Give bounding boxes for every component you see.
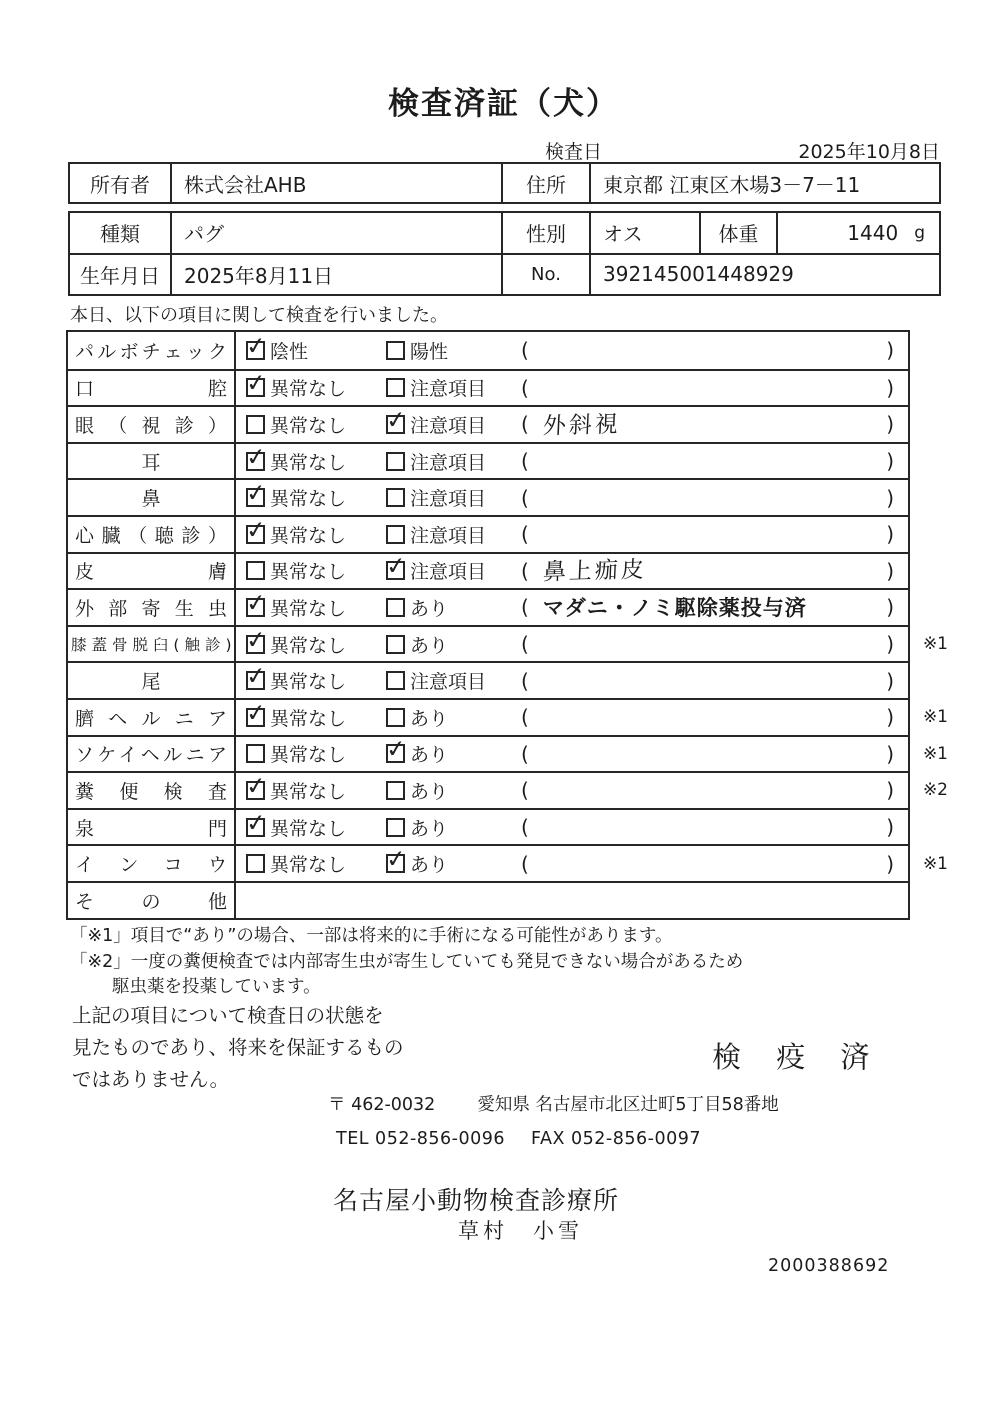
paren-close: ): [886, 338, 894, 363]
option-2-group: [386, 850, 521, 877]
checkbox-option-2: [386, 744, 405, 763]
paren-open: (: [521, 815, 529, 840]
exam-row-content: [236, 700, 908, 735]
exam-row-content: [236, 517, 908, 552]
option-1-group: [246, 374, 386, 401]
exam-item-label: インコウ: [75, 854, 227, 877]
checkbox-option-1: [246, 671, 265, 690]
paren-close: ): [886, 412, 894, 437]
option-1-label: 異常なし: [270, 561, 347, 584]
option-2-group: [386, 667, 521, 694]
checkbox-option-2: [386, 671, 405, 690]
option-1-group: [246, 484, 386, 511]
checkbox-option-2: [386, 635, 405, 654]
option-1-group: [246, 521, 386, 548]
checkbox-option-2: [386, 525, 405, 544]
checkbox-option-1: [246, 415, 265, 434]
clinic-address-line: [328, 1091, 779, 1116]
sex-value: オス: [591, 213, 701, 253]
exam-item-label: 心臓（聴診）: [75, 524, 227, 547]
footnote-2: 「※2」一度の糞便検査では内部寄生虫が寄生していても発見できない場合があるため: [70, 952, 744, 972]
inspection-date-label: 検査日: [545, 141, 603, 163]
option-1-label: 陰性: [270, 340, 309, 363]
paren-close: ): [886, 851, 894, 876]
paren-open: (: [521, 778, 529, 803]
option-2-group: [386, 704, 521, 731]
option-1-group: [246, 814, 386, 841]
checkbox-option-1: [246, 818, 265, 837]
option-2-group: [386, 777, 521, 804]
owner-label: 所有者: [70, 164, 172, 202]
breed-value: パグ: [172, 213, 503, 253]
paren-close: ): [886, 705, 894, 730]
exam-row: [68, 588, 908, 625]
inspection-date-value: 2025年10月8日: [798, 141, 940, 163]
clinic-postal-code: 〒 462-0032: [328, 1095, 436, 1115]
option-2-group: [386, 594, 521, 621]
exam-row-content: [236, 810, 908, 845]
option-2-label: あり: [410, 854, 449, 877]
paren-open: (: [521, 558, 529, 583]
paren-open: (: [521, 522, 529, 547]
exam-item-cell: [68, 773, 236, 808]
exam-item-label: 外部寄生虫: [75, 597, 227, 620]
exam-item-cell: [68, 700, 236, 735]
option-2-label: 注意項目: [410, 414, 487, 437]
exam-item-label: 眼（視診）: [75, 414, 227, 437]
exam-item-label: 耳: [141, 451, 161, 474]
exam-row-content: [236, 371, 908, 406]
owner-table: [68, 162, 941, 204]
checkbox-option-2: [386, 708, 405, 727]
option-2-label: あり: [410, 744, 449, 767]
sex-label: 性別: [503, 213, 591, 253]
exam-row: [68, 698, 948, 735]
exam-row-content: [236, 883, 908, 918]
exam-row-content: [236, 846, 908, 881]
paren-open: (: [521, 338, 529, 363]
exam-item-label: パルボチェック: [75, 340, 227, 363]
option-2-group: [386, 374, 521, 401]
exam-row: [68, 442, 908, 479]
exam-item-cell: [68, 517, 236, 552]
option-2-group: [386, 484, 521, 511]
exam-item-label: ソケイヘルニア: [75, 744, 227, 767]
option-1-label: 異常なし: [270, 671, 347, 694]
exam-item-label: 尾: [141, 671, 161, 694]
weight-unit: g: [914, 222, 925, 243]
option-1-group: [246, 777, 386, 804]
option-1-group: [246, 448, 386, 475]
exam-item-cell: [68, 737, 236, 772]
paren-open: (: [521, 632, 529, 657]
exam-row: [68, 661, 908, 698]
option-1-group: [246, 704, 386, 731]
clinic-phone-line: [336, 1129, 701, 1149]
checkbox-option-1: [246, 525, 265, 544]
option-2-label: 注意項目: [410, 488, 487, 511]
weight-value-cell: [778, 213, 939, 253]
checkbox-option-2: [386, 415, 405, 434]
exam-note: 外斜視: [542, 411, 622, 440]
paren-close: ): [886, 815, 894, 840]
option-2-group: [386, 631, 521, 658]
exam-row-content: [236, 663, 908, 698]
option-2-label: 陽性: [410, 340, 449, 363]
exam-row: [68, 881, 908, 918]
checkbox-option-2: [386, 561, 405, 580]
ref-mark: ※1: [922, 743, 948, 764]
option-2-group: [386, 521, 521, 548]
exam-row: [68, 735, 948, 772]
checkbox-option-2: [386, 341, 405, 360]
exam-item-label: 口腔: [75, 378, 227, 401]
paren-open: (: [521, 449, 529, 474]
paren-close: ): [886, 741, 894, 766]
paren-open: (: [521, 741, 529, 766]
option-2-label: あり: [410, 707, 449, 730]
checkbox-option-2: [386, 854, 405, 873]
exam-item-cell: [68, 444, 236, 479]
option-1-label: 異常なし: [270, 524, 347, 547]
exam-row-content: [236, 737, 908, 772]
exam-row-content: [236, 407, 908, 442]
checkbox-option-2: [386, 378, 405, 397]
checkbox-option-2: [386, 488, 405, 507]
exam-note: 鼻上痂皮: [542, 557, 648, 587]
checkbox-option-2: [386, 818, 405, 837]
owner-row: [70, 164, 939, 202]
birth-row: [70, 253, 939, 295]
exam-item-label: その他: [75, 890, 227, 913]
checkbox-option-1: [246, 452, 265, 471]
serial-number: 2000388692: [768, 1256, 890, 1276]
clinic-tel: TEL 052-856-0096: [336, 1129, 506, 1149]
checkbox-option-1: [246, 635, 265, 654]
exam-row: [68, 332, 908, 369]
paren-open: (: [521, 668, 529, 693]
option-2-label: 注意項目: [410, 561, 487, 584]
option-1-group: [246, 667, 386, 694]
exam-item-cell: [68, 590, 236, 625]
checkbox-option-2: [386, 598, 405, 617]
paren-close: ): [886, 522, 894, 547]
option-2-label: 注意項目: [410, 524, 487, 547]
option-1-group: [246, 740, 386, 767]
option-2-group: [386, 337, 521, 364]
checkbox-option-1: [246, 598, 265, 617]
footnote-2-continued: 駆虫薬を投薬しています。: [112, 977, 321, 997]
exam-item-label: 糞便検査: [75, 780, 227, 803]
exam-item-cell: [68, 627, 236, 662]
birth-label: 生年月日: [70, 255, 172, 295]
paren-open: (: [521, 705, 529, 730]
checkbox-option-1: [246, 488, 265, 507]
option-1-label: 異常なし: [270, 378, 347, 401]
option-1-label: 異常なし: [270, 817, 347, 840]
disclaimer-line-1: 上記の項目について検査日の状態を: [72, 1004, 384, 1027]
option-2-label: あり: [410, 597, 449, 620]
veterinarian-name: 草村 小雪: [458, 1219, 583, 1243]
clinic-fax: FAX 052-856-0097: [531, 1129, 701, 1149]
option-2-label: 注意項目: [410, 671, 487, 694]
exam-row-content: [236, 627, 908, 662]
checkbox-option-1: [246, 744, 265, 763]
option-1-label: 異常なし: [270, 854, 347, 877]
exam-row-content: [236, 590, 908, 625]
checkbox-option-1: [246, 561, 265, 580]
exam-item-label: 鼻: [141, 488, 161, 511]
checkbox-option-1: [246, 854, 265, 873]
option-2-label: あり: [410, 634, 449, 657]
exam-item-cell: [68, 554, 236, 589]
exam-item-cell: [68, 883, 236, 918]
option-2-label: 注意項目: [410, 451, 487, 474]
paren-close: ): [886, 778, 894, 803]
exam-row: [68, 552, 908, 589]
paren-close: ): [886, 449, 894, 474]
exam-item-cell: [68, 480, 236, 515]
exam-row-content: [236, 554, 908, 589]
option-1-group: [246, 557, 386, 584]
address-value: 東京都 江東区木場3－7－11: [603, 172, 861, 197]
option-1-group: [246, 337, 386, 364]
option-2-label: 注意項目: [410, 378, 487, 401]
paren-open: (: [521, 595, 529, 620]
exam-row: [68, 844, 948, 881]
option-1-label: 異常なし: [270, 597, 347, 620]
paren-open: (: [521, 375, 529, 400]
exam-row: [68, 771, 948, 808]
option-1-group: [246, 850, 386, 877]
checkbox-option-1: [246, 708, 265, 727]
disclaimer-line-3: ではありません。: [72, 1068, 230, 1091]
option-2-label: あり: [410, 817, 449, 840]
option-1-label: 異常なし: [270, 780, 347, 803]
exam-row: [68, 515, 908, 552]
option-1-label: 異常なし: [270, 414, 347, 437]
option-2-group: [386, 557, 521, 584]
exam-item-cell: [68, 663, 236, 698]
clinic-name: 名古屋小動物検査診療所: [333, 1186, 620, 1215]
intro-text: 本日、以下の項目に関して検査を行いました。: [70, 305, 448, 326]
footnote-1: 「※1」項目で“あり”の場合、一部は将来的に手術になる可能性があります。: [70, 926, 673, 946]
option-1-label: 異常なし: [270, 451, 347, 474]
ref-mark: ※1: [922, 634, 948, 655]
ref-mark: ※2: [922, 780, 948, 801]
exam-row: [68, 369, 908, 406]
checkbox-option-2: [386, 452, 405, 471]
exam-row: [68, 405, 908, 442]
exam-item-label: 泉門: [75, 817, 227, 840]
exam-row: [68, 478, 908, 515]
detail-table: [68, 211, 941, 296]
ref-mark: ※1: [922, 853, 948, 874]
option-2-group: [386, 814, 521, 841]
option-1-label: 異常なし: [270, 634, 347, 657]
exam-item-cell: [68, 810, 236, 845]
option-2-group: [386, 411, 521, 438]
option-1-group: [246, 411, 386, 438]
exam-item-cell: [68, 407, 236, 442]
breed-label: 種類: [70, 213, 172, 253]
disclaimer-line-2: 見たものであり、将来を保証するもの: [72, 1036, 404, 1059]
weight-label: 体重: [701, 213, 778, 253]
disclaimer: [72, 1000, 404, 1096]
no-label: No.: [503, 255, 591, 295]
paren-close: ): [886, 375, 894, 400]
paren-close: ): [886, 485, 894, 510]
exam-item-label: 皮膚: [75, 561, 227, 584]
option-2-group: [386, 448, 521, 475]
option-2-label: あり: [410, 780, 449, 803]
exam-note: マダニ・ノミ駆除薬投与済: [542, 596, 807, 621]
paren-open: (: [521, 851, 529, 876]
checkbox-option-1: [246, 781, 265, 800]
checkbox-option-1: [246, 341, 265, 360]
paren-open: (: [521, 412, 529, 437]
exam-row: [68, 808, 908, 845]
option-1-group: [246, 631, 386, 658]
weight-value: 1440: [847, 220, 899, 245]
checkbox-option-1: [246, 378, 265, 397]
document-title: 検査済証（犬）: [388, 86, 619, 122]
exam-item-label: 臍ヘルニア: [75, 707, 227, 730]
address-label: 住所: [503, 164, 591, 202]
paren-close: ): [886, 668, 894, 693]
option-1-label: 異常なし: [270, 488, 347, 511]
breed-row: [70, 213, 939, 253]
paren-close: ): [886, 632, 894, 657]
exam-row-content: [236, 480, 908, 515]
ref-mark: ※1: [922, 707, 948, 728]
exam-table: [66, 330, 948, 920]
exam-item-cell: [68, 332, 236, 369]
exam-row-content: [236, 444, 908, 479]
paren-close: ): [886, 558, 894, 583]
exam-row: [68, 625, 948, 662]
exam-item-cell: [68, 371, 236, 406]
exam-row-content: [236, 332, 908, 369]
option-1-group: [246, 594, 386, 621]
checkbox-option-2: [386, 781, 405, 800]
option-1-label: 異常なし: [270, 744, 347, 767]
option-2-group: [386, 740, 521, 767]
quarantine-stamp: 検 疫 済: [712, 1040, 883, 1074]
exam-item-cell: [68, 846, 236, 881]
exam-item-label: 膝蓋骨脱臼(触診): [71, 636, 231, 655]
paren-close: ): [886, 595, 894, 620]
owner-value: 株式会社AHB: [172, 164, 503, 202]
exam-row-content: [236, 773, 908, 808]
birth-value: 2025年8月11日: [172, 255, 503, 295]
clinic-address: 愛知県 名古屋市北区辻町5丁目58番地: [477, 1095, 779, 1115]
option-1-label: 異常なし: [270, 707, 347, 730]
paren-open: (: [521, 485, 529, 510]
no-value: 392145001448929: [603, 262, 794, 287]
